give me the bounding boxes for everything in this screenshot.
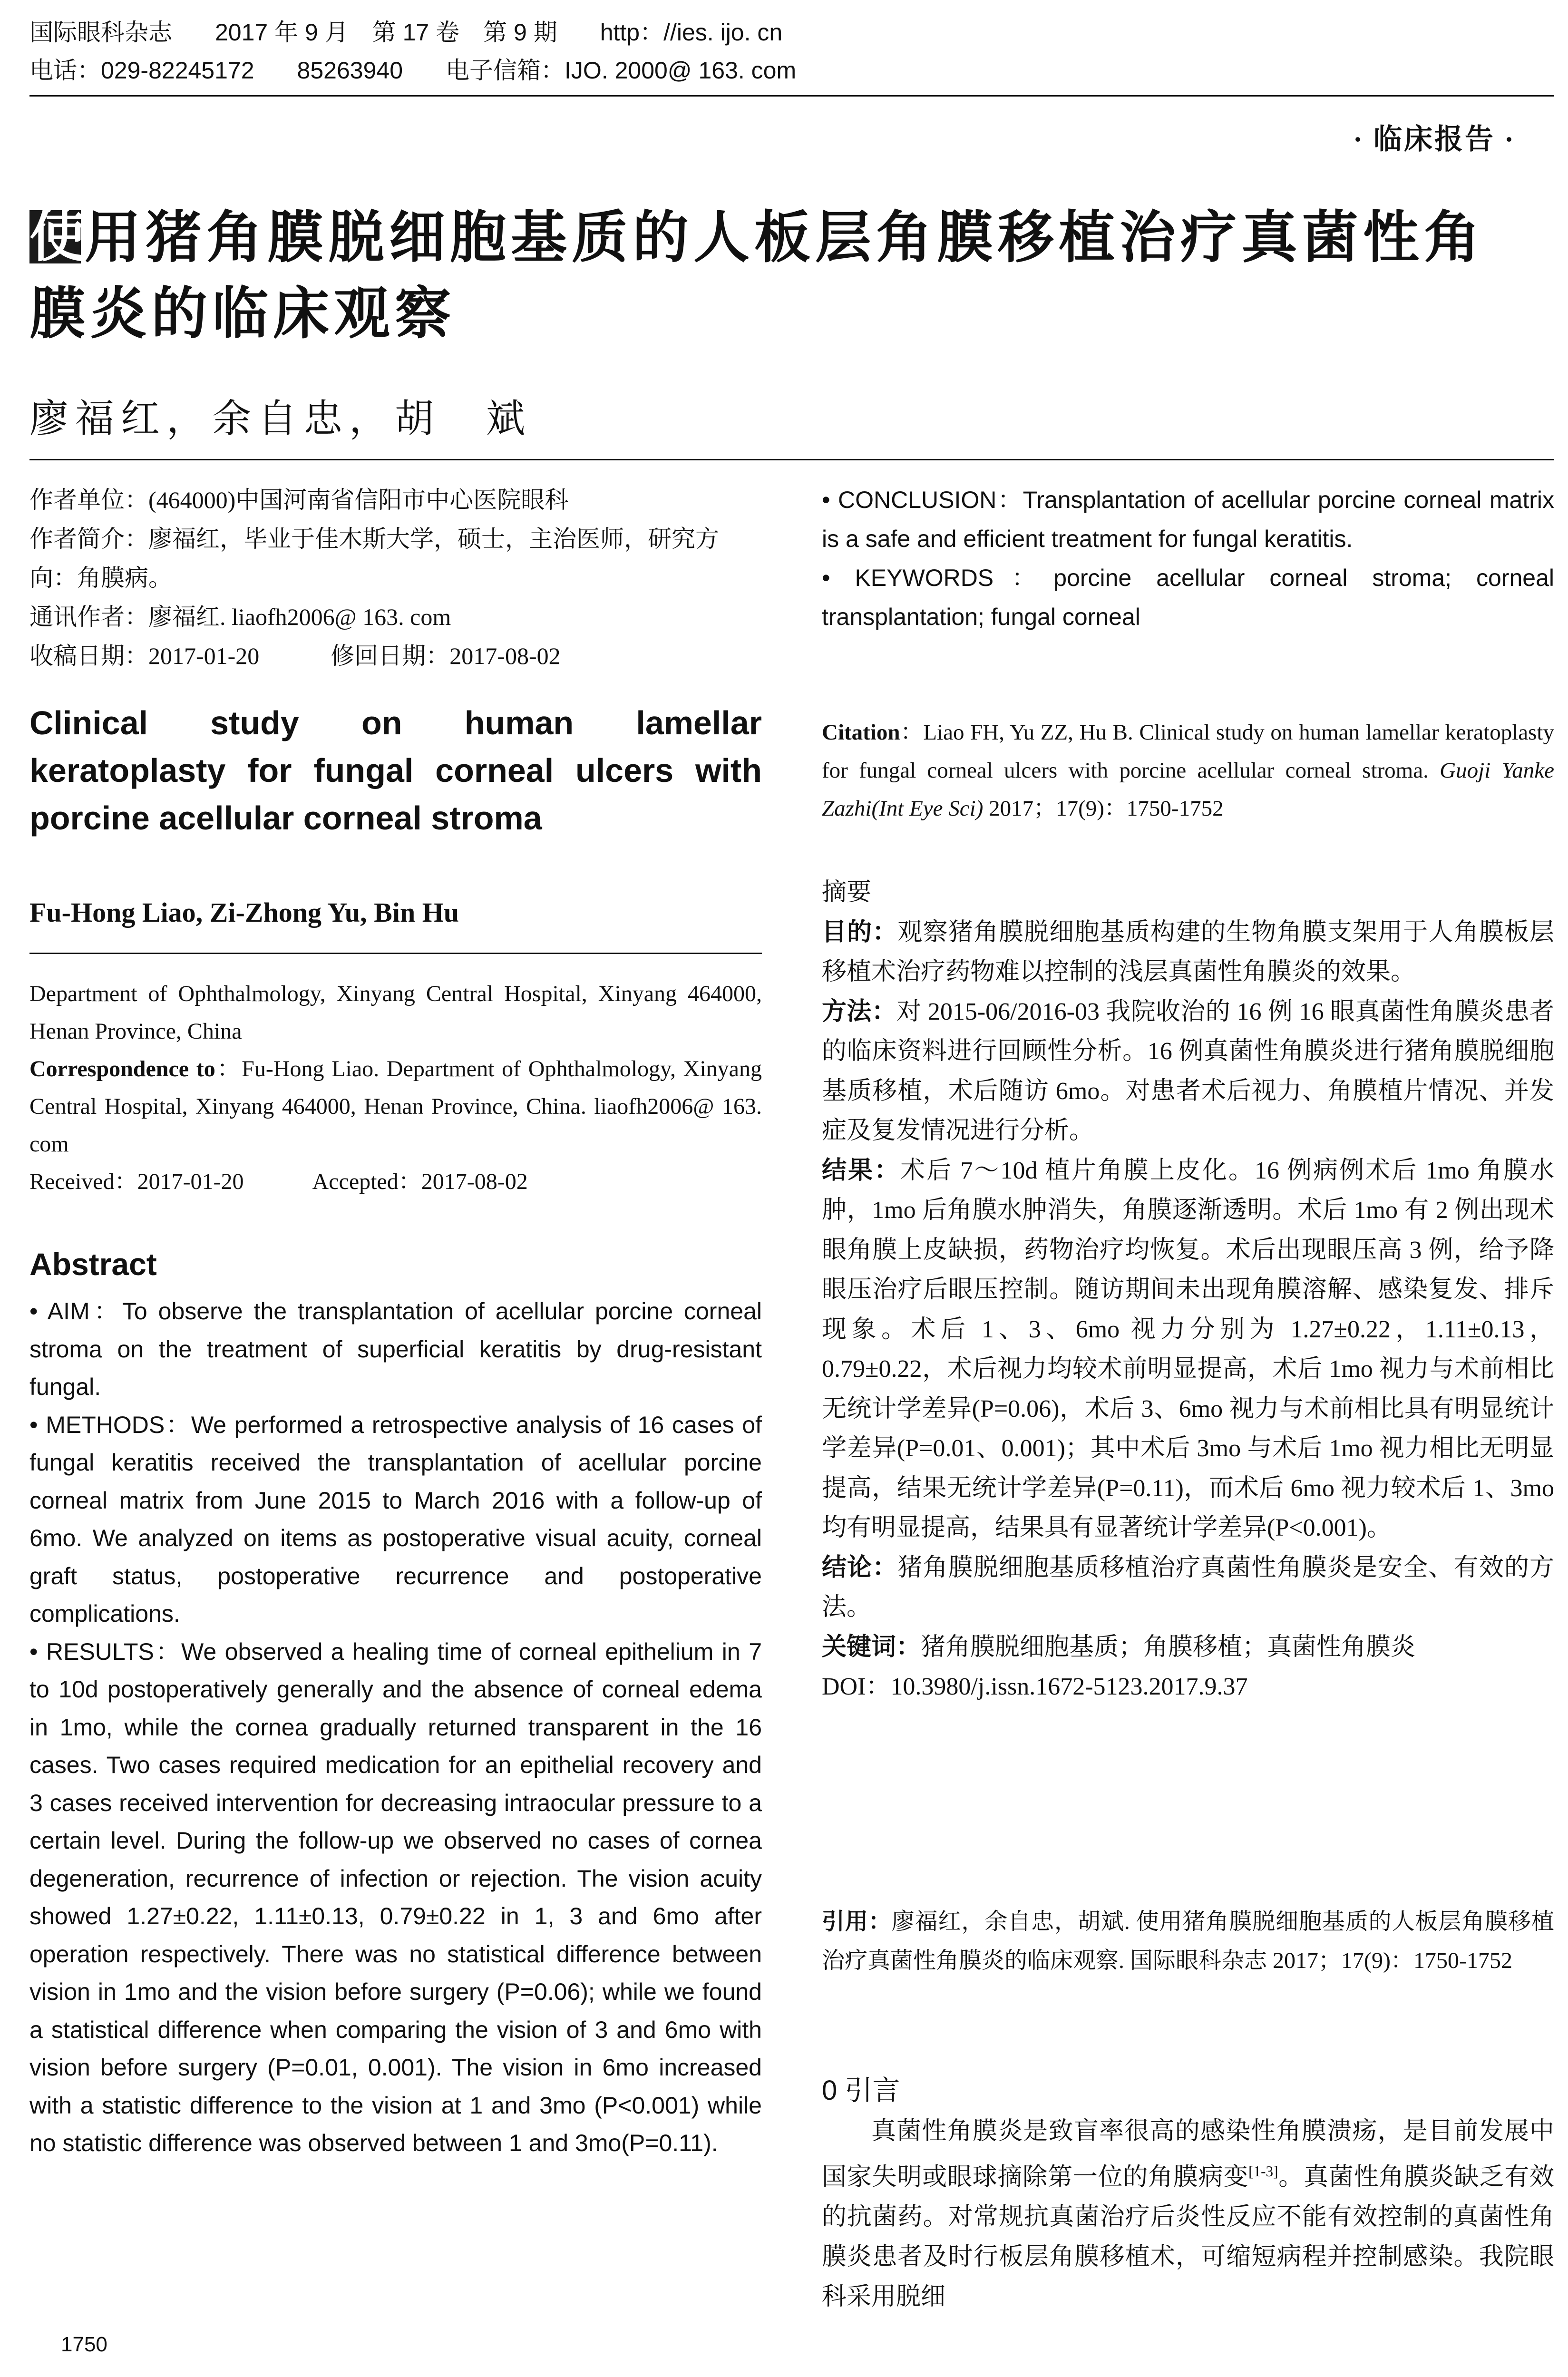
affiliation-block	[29, 975, 762, 1200]
email: 电子信箱：IJO. 2000@ 163. com	[446, 57, 797, 84]
issue-info: 2017 年 9 月 第 17 卷 第 9 期	[215, 19, 557, 46]
cn-keywords: 猪角膜脱细胞基质；角膜移植；真菌性角膜炎	[921, 1633, 1416, 1661]
intro-ref: [1-3]	[1248, 2163, 1278, 2180]
chinese-citation	[822, 1902, 1554, 1980]
received-dates: 收稿日期：2017-01-20 修回日期：2017-08-02	[29, 643, 561, 669]
abstract-continued	[822, 480, 1554, 636]
cn-citation-label: 引用：	[822, 1909, 892, 1934]
affiliation: Department of Ophthalmology, Xinyang Central Hospital, Xinyang 464000, Henan Province, China	[29, 981, 762, 1044]
chinese-abstract-heading: 摘要	[822, 878, 872, 906]
abstract-results: • RESULTS：We observed a healing time of corneal epithelium in 7 to 10d postoperatively generally and the absence of corneal edema in 1mo, while the cornea gradually returned transparent in the 16 cases. Two cases required medication for an epithelial recovery and 3 cases received intervention for decreasing intraocular pressure to a certain level. During the follow-up we observed no cases of cornea degeneration, recurrence of infection or rejection. The vision acuity showed 1.27±0.22, 1.11±0.13, 0.79±0.22 in 1, 3 and 6mo after operation respectively. There was no statistical difference between vision in 1mo and the vision before surgery (P=0.06); while we found a statistical difference when comparing the vision of 3 and 6mo with vision before surgery (P=0.01, 0.001). The vision in 6mo increased with a statistic difference to the vision at 1 and 3mo (P<0.001) while no statistic difference was observed between 1 and 3mo(P=0.11).	[29, 1638, 762, 2156]
cn-results: 术后 7～10d 植片角膜上皮化。16 例病例术后 1mo 角膜水肿，1mo 后角膜水肿消失，角膜逐渐透明。术后 1mo 有 2 例出现术眼角膜上皮缺损，药物治疗均恢复。术后出现眼压高 3 例，给予降眼压治疗后眼压控制。随访期间未出现角膜溶解、感染复发、排斥现象。术后 1、3、6mo 视力分别为 1.27±0.22，1.11±0.13，0.79±0.22，术后视力均较术前明显提高，术后 1mo 视力与术前相比无统计学差异(P=0.06)，术后 3、6mo 视力与术前相比具有明显统计学差异(P=0.01、0.001)；其中术后 3mo 与术后 1mo 视力相比无明显提高，结果无统计学差异(P=0.11)，而术后 6mo 视力较术后 1、3mo 均有明显提高，结果具有显著统计学差异(P<0.001)。	[822, 1157, 1554, 1541]
citation-ref: 2017；17(9)：1750-1752	[983, 796, 1224, 821]
intro-body	[822, 2112, 1554, 2317]
authors-rule	[29, 953, 762, 954]
correspondence-label: Correspondence to	[29, 1056, 215, 1081]
corresponding-author: 通讯作者：廖福红. liaofh2006@ 163. com	[29, 604, 451, 630]
cn-conclusion: 猪角膜脱细胞基质移植治疗真菌性角膜炎是安全、有效的方法。	[822, 1554, 1554, 1621]
phone-2: 85263940	[297, 57, 403, 84]
article-title	[29, 200, 1542, 352]
english-title-line: keratoplasty for fungal corneal ulcers with	[29, 752, 762, 789]
abstract-keywords: • KEYWORDS：porcine acellular corneal stroma; corneal transplantation; fungal corneal	[822, 565, 1554, 630]
author-bio: 作者简介：廖福红，毕业于佳木斯大学，硕士，主治医师，研究方向：角膜病。	[29, 526, 719, 591]
citation-text: ：Liao FH, Yu ZZ, Hu B. Clinical study on human lamellar keratoplasty for fungal corneal ulcers with porcine acellular corneal stroma.	[822, 720, 1554, 783]
cn-aim: 观察猪角膜脱细胞基质构建的生物角膜支架用于人角膜板层移植术治疗药物难以控制的浅层真菌性角膜炎的效果。	[822, 918, 1554, 985]
abstract-heading: Abstract	[29, 1247, 157, 1282]
section-tag: · 临床报告 ·	[1353, 124, 1516, 155]
author-info	[29, 480, 762, 675]
english-citation	[822, 713, 1554, 828]
author-unit: 作者单位：(464000)中国河南省信阳市中心医院眼科	[29, 487, 569, 513]
english-title	[29, 699, 762, 842]
doi: DOI：10.3980/j.issn.1672-5123.2017.9.37	[822, 1673, 1248, 1700]
abstract-methods: • METHODS：We performed a retrospective analysis of 16 cases of fungal keratitis received the transplantation of acellular porcine corneal matrix from June 2015 to March 2016 with a follow-up of 6mo. We analyzed on items as postoperative visual acuity, corneal graft status, postoperative recurrence and postoperative complications.	[29, 1411, 762, 1627]
intro-heading: 0 引言	[822, 2075, 900, 2106]
cn-keywords-label: 关键词：	[822, 1633, 921, 1661]
chinese-abstract	[822, 873, 1554, 1707]
intro-text-b: 。真菌性角膜炎缺乏有效的抗菌药。对常规抗真菌治疗后炎性反应不能有效控制的真菌性角膜炎患者及时行板层角膜移植术，可缩短病程并控制感染。我院眼科采用脱细	[822, 2163, 1554, 2311]
english-title-line: Clinical study on human lamellar	[29, 704, 762, 741]
cn-methods: 对 2015-06/2016-03 我院收治的 16 例 16 眼真菌性角膜炎患者的临床资料进行回顾性分析。16 例真菌性角膜炎进行猪角膜脱细胞基质移植，术后随访 6mo。对患者术后视力、角膜植片情况、并发症及复发情况进行分析。	[822, 998, 1554, 1144]
citation-journal: Guoji Yanke Zazhi(Int Eye Sci)	[822, 758, 1555, 821]
english-authors: Fu-Hong Liao, Zi-Zhong Yu, Bin Hu	[29, 897, 459, 928]
cn-methods-label: 方法：	[822, 997, 897, 1025]
correspondence-text: ：Fu-Hong Liao. Department of Ophthalmology, Xinyang Central Hospital, Xinyang 464000, Henan Province, China. liaofh2006@ 163. com	[29, 1056, 762, 1157]
phone: 电话：029-82245172	[29, 57, 254, 84]
correspondence	[29, 1050, 762, 1163]
abstract-aim: • AIM：To observe the transplantation of acellular porcine corneal stroma on the treatment of superficial keratitis by drug-resistant fungal.	[29, 1298, 762, 1400]
intro-text-a: 真菌性角膜炎是致盲率很高的感染性角膜溃疡，是目前发展中国家失明或眼球摘除第一位的角膜病变	[822, 2118, 1554, 2191]
header-rule	[29, 95, 1554, 97]
authors-chinese: 廖福红，余自忠，胡 斌	[29, 397, 532, 440]
english-dates: Received：2017-01-20 Accepted：2017-08-02	[29, 1169, 528, 1194]
journal-name: 国际眼科杂志	[29, 19, 172, 46]
journal-url: http：//ies. ijo. cn	[600, 19, 783, 46]
cn-aim-label: 目的：	[822, 918, 898, 946]
title-drop-char: 使	[29, 205, 91, 268]
journal-header-line-2	[29, 56, 839, 85]
cn-conclusion-label: 结论：	[822, 1553, 898, 1581]
citation-label: Citation	[822, 720, 900, 745]
journal-header-line-1	[29, 18, 825, 47]
abstract-conclusion: • CONCLUSION：Transplantation of acellular porcine corneal matrix is a safe and efficient treatment for fungal keratitis.	[822, 487, 1554, 552]
page-number: 1750	[61, 2333, 107, 2356]
english-title-line: porcine acellular corneal stroma	[29, 799, 542, 837]
title-rule	[29, 459, 1554, 460]
cn-citation-text: 廖福红，余自忠，胡斌. 使用猪角膜脱细胞基质的人板层角膜移植治疗真菌性角膜炎的临床观察. 国际眼科杂志 2017；17(9)：1750-1752	[822, 1909, 1554, 1973]
cn-results-label: 结果：	[822, 1156, 901, 1184]
title-text: 用猪角膜脱细胞基质的人板层角膜移植治疗真菌性角膜炎的临床观察	[29, 206, 1485, 345]
abstract-body	[29, 1293, 762, 2163]
